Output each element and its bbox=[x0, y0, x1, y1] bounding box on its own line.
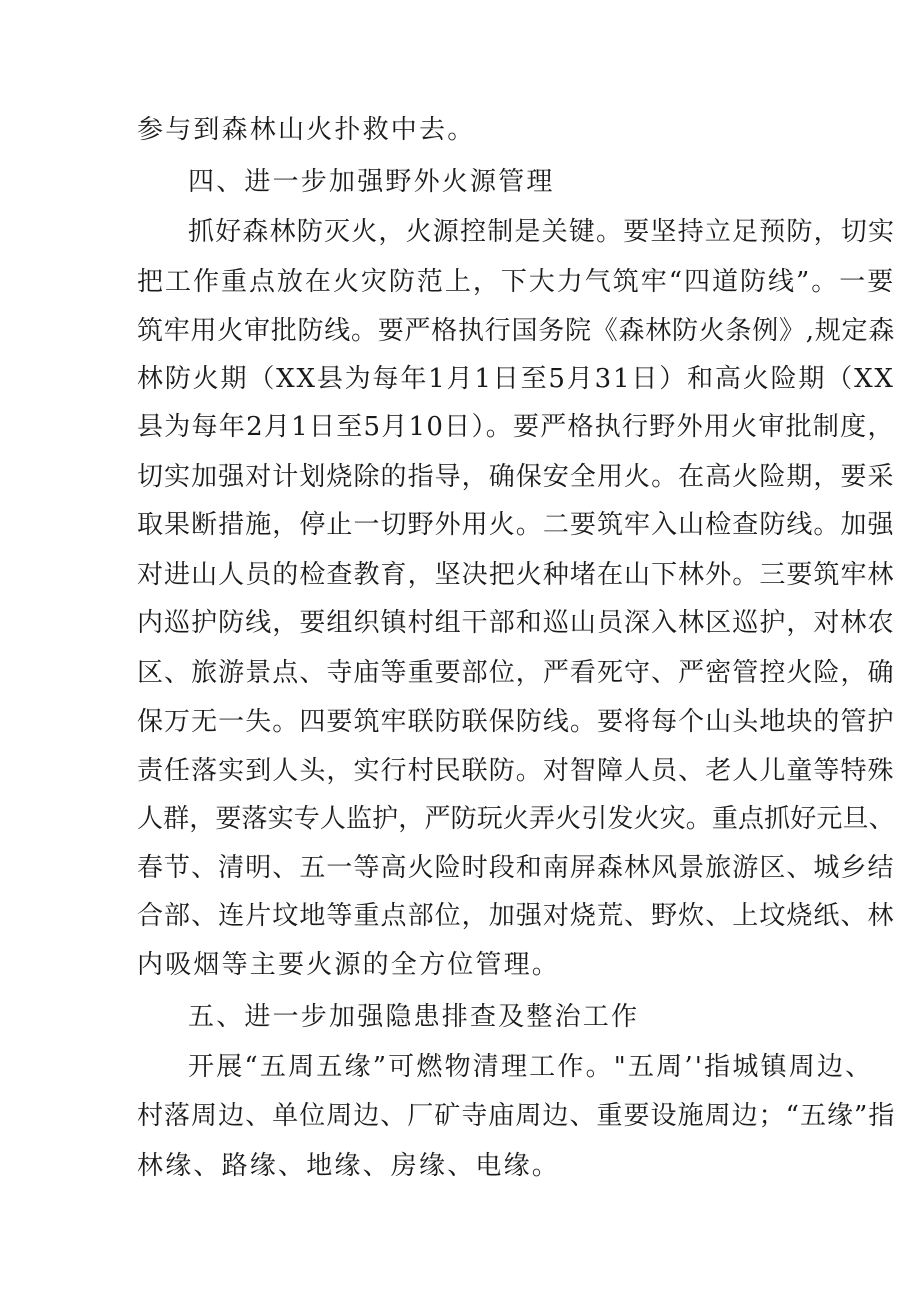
paragraph-line: 保万无一失。四要筑牢联防联保防线。要将每个山头地块的管护 bbox=[137, 707, 895, 737]
paragraph-line: 筑牢用火审批防线。要严格执行国务院《森林防火条例》,规定森 bbox=[137, 316, 896, 346]
paragraph-line: 春节、清明、五一等高火险时段和南屏森林风景旅游区、城乡结 bbox=[137, 853, 895, 883]
paragraph-line: 取果断措施，停止一切野外用火。二要筑牢入山检查防线。加强 bbox=[137, 510, 895, 540]
paragraph-line: 区、旅游景点、寺庙等重要部位，严看死守、严密管控火险，确 bbox=[137, 658, 895, 688]
paragraph-line: 抓好森林防灭火，火源控制是关键。要坚持立足预防，切实 bbox=[188, 217, 896, 247]
section-heading-4: 四、进一步加强野外火源管理 bbox=[188, 167, 555, 197]
paragraph-line: 内吸烟等主要火源的全方位管理。 bbox=[137, 950, 561, 980]
paragraph-line: 把工作重点放在火灾防范上，下大力气筑牢“四道防线”。一要 bbox=[137, 267, 896, 297]
paragraph-line: 开展“五周五缘”可燃物清理工作。"五周’'指城镇周边、 bbox=[188, 1052, 874, 1082]
paragraph-line: 切实加强对计划烧除的指导，确保安全用火。在高火险期，要采 bbox=[137, 462, 895, 492]
section-heading-5: 五、进一步加强隐患排查及整治工作 bbox=[188, 1002, 640, 1032]
paragraph-line: 林防火期（XX县为每年1月1日至5月31日）和高火险期（XX bbox=[137, 364, 895, 394]
text-line: 参与到森林山火扑救中去。 bbox=[137, 115, 476, 145]
paragraph-line: 人群，要落实专人监护，严防玩火弄火引发火灾。重点抓好元旦、 bbox=[137, 804, 895, 834]
paragraph-line: 林缘、路缘、地缘、房缘、电缘。 bbox=[137, 1151, 561, 1181]
paragraph-line: 县为每年2月1日至5月10日）。要严格执行野外用火审批制度， bbox=[137, 412, 895, 442]
paragraph-line: 内巡护防线，要组织镇村组干部和巡山员深入林区巡护，对林农 bbox=[137, 608, 895, 638]
paragraph-line: 合部、连片坟地等重点部位，加强对烧荒、野炊、上坟烧纸、林 bbox=[137, 901, 895, 931]
paragraph-line: 村落周边、单位周边、厂矿寺庙周边、重要设施周边；“五缘”指 bbox=[137, 1101, 896, 1131]
paragraph-line: 责任落实到人头，实行村民联防。对智障人员、老人儿童等特殊 bbox=[137, 756, 895, 786]
paragraph-line: 对进山人员的检查教育，坚决把火种堵在山下林外。三要筑牢林 bbox=[137, 560, 895, 590]
